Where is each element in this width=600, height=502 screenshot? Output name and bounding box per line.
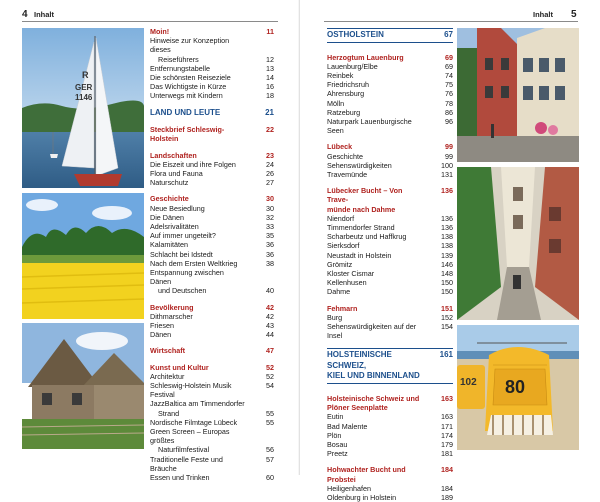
toc-entry-title: Auf immer ungeteilt? — [150, 231, 216, 241]
toc-entry-page: 136 — [441, 222, 453, 232]
toc-entry-title: Friesen — [150, 320, 174, 330]
toc-entry-page: 151 — [441, 303, 453, 313]
toc-gap — [327, 297, 453, 304]
toc-entry-title: OSTHOLSTEIN — [327, 30, 384, 39]
toc-entry-page: 131 — [441, 169, 453, 179]
toc-entry-page: 55 — [266, 408, 274, 418]
toc-entry-page: 57 — [266, 454, 274, 464]
toc-section-heading — [327, 348, 453, 384]
toc-entry-title: LAND UND LEUTE — [150, 107, 221, 117]
toc-entry-page: 99 — [445, 151, 453, 161]
toc-entry — [150, 259, 274, 268]
toc-entry-page: 69 — [445, 61, 453, 71]
toc-gap — [150, 339, 274, 346]
toc-entry-page: 24 — [266, 159, 274, 169]
toc-entry-title: Ratzeburg — [327, 107, 361, 117]
toc-chapter-heading — [150, 151, 274, 160]
toc-entry-title: Flora und Fauna — [150, 168, 203, 178]
toc-entry — [327, 89, 453, 98]
beach-chair-number-right: 80 — [505, 377, 526, 397]
toc-entry-title: Naturfilmfestival — [158, 445, 210, 455]
toc-chapter-heading — [327, 53, 453, 62]
toc-chapter-heading — [150, 194, 274, 203]
toc-right — [327, 27, 453, 502]
toc-entry-page: 40 — [266, 286, 274, 296]
toc-entry-title: Wirtschaft — [150, 346, 186, 356]
toc-entry-page: 161 — [439, 350, 453, 360]
toc-entry-page: 148 — [441, 268, 453, 278]
toc-entry — [327, 108, 453, 117]
toc-entry-title: Hohwachter Bucht und Probstei — [327, 465, 406, 484]
header-rule-right — [324, 21, 578, 22]
toc-entry — [327, 269, 453, 278]
toc-entry-title: Naturschutz — [150, 178, 189, 188]
toc-entry — [150, 381, 274, 399]
toc-entry — [327, 80, 453, 89]
toc-section-heading — [327, 28, 453, 43]
toc-entry — [150, 231, 274, 240]
photo-thatched-house — [22, 323, 144, 449]
toc-entry-title: Timmendorfer Strand — [327, 222, 395, 232]
left-page — [0, 0, 300, 483]
toc-gap — [327, 458, 453, 465]
toc-entry-title: Nordische Filmtage Lübeck — [150, 417, 238, 427]
toc-entry — [327, 412, 453, 421]
photo-old-town-houses — [457, 28, 579, 162]
toc-entry-title: Unterwegs mit Kindern — [150, 91, 223, 101]
toc-entry-page: 42 — [266, 311, 274, 321]
toc-entry-page: 30 — [266, 203, 274, 213]
photo-sailboat — [22, 28, 144, 188]
toc-entry — [150, 36, 274, 54]
toc-entry — [327, 278, 453, 287]
toc-entry-page: 47 — [266, 346, 274, 356]
toc-entry — [150, 286, 274, 295]
toc-entry-title: Landschaften — [150, 150, 197, 160]
toc-entry-page: 181 — [441, 449, 453, 459]
toc-entry-title: Schlacht bei Idstedt — [150, 249, 213, 259]
beach-chair-number-left: 102 — [460, 377, 477, 388]
sail-country: GER — [75, 83, 93, 92]
toc-entry-page: 21 — [265, 107, 274, 117]
toc-entry-page: 12 — [266, 54, 274, 64]
toc-entry-page: 14 — [266, 73, 274, 83]
toc-entry-page: 56 — [266, 445, 274, 455]
toc-entry-page: 42 — [266, 302, 274, 312]
toc-entry-title: Niendorf — [327, 213, 355, 223]
toc-gap — [150, 118, 274, 125]
toc-entry-page: 189 — [441, 492, 453, 502]
toc-entry-title: Travemünde — [327, 169, 368, 179]
toc-entry — [150, 240, 274, 249]
photo-narrow-alley — [457, 167, 579, 320]
toc-entry-title: Bosau — [327, 439, 348, 449]
toc-entry-title: Eutin — [327, 412, 344, 422]
toc-entry-page: 13 — [266, 63, 274, 73]
toc-gap — [150, 144, 274, 151]
toc-entry — [327, 422, 453, 431]
toc-entry — [327, 117, 453, 135]
toc-entry — [150, 399, 274, 408]
toc-entry-page: 139 — [441, 250, 453, 260]
toc-entry-page: 163 — [441, 412, 453, 422]
toc-entry — [327, 287, 453, 296]
toc-entry-title: Burg — [327, 312, 343, 322]
toc-entry — [327, 161, 453, 170]
toc-entry-title: Die Dänen — [150, 212, 184, 222]
toc-entry-page: 174 — [441, 430, 453, 440]
toc-entry-page: 138 — [441, 232, 453, 242]
toc-entry-page: 22 — [266, 125, 274, 135]
sail-number: 1146 — [75, 93, 93, 102]
toc-entry-title: Grömitz — [327, 259, 353, 269]
toc-entry-title: Moin! — [150, 27, 170, 36]
toc-entry-title: Dänen — [150, 330, 172, 340]
toc-entry-page: 184 — [441, 483, 453, 493]
toc-entry-page: 86 — [445, 107, 453, 117]
toc-entry — [327, 449, 453, 458]
toc-entry-page: 171 — [441, 421, 453, 431]
toc-entry-page: 36 — [266, 240, 274, 250]
toc-entry-page: 52 — [266, 371, 274, 381]
toc-entry-page: 99 — [445, 142, 453, 152]
toc-chapter-heading — [150, 363, 274, 372]
toc-entry-page: 152 — [441, 312, 453, 322]
toc-entry — [150, 321, 274, 330]
toc-entry-title: JazzBaltica am Timmendorfer — [150, 399, 245, 409]
toc-entry-title: Oldenburg in Holstein — [327, 492, 397, 502]
running-head-right: Inhalt — [533, 10, 553, 19]
toc-entry-page: 30 — [266, 194, 274, 204]
toc-entry-title: Sehenswürdigkeiten — [327, 160, 392, 170]
toc-entry-title: Heiligenhafen — [327, 483, 371, 493]
toc-entry-title: Herzogtum Lauenburg — [327, 52, 404, 62]
toc-entry — [327, 62, 453, 71]
toc-entry-title: Kloster Cismar — [327, 268, 375, 278]
sail-letter: R — [82, 70, 89, 80]
toc-gap — [327, 340, 453, 347]
toc-entry — [150, 445, 274, 454]
toc-entry-title: Adelsrivalitäten — [150, 221, 199, 231]
toc-entry-title: Architektur — [150, 371, 185, 381]
toc-entry-title: Kunst und Kultur — [150, 362, 209, 372]
toc-entry — [150, 82, 274, 91]
toc-chapter-heading — [327, 304, 453, 313]
header-rule-left — [22, 21, 278, 22]
toc-entry-page: 184 — [441, 465, 453, 475]
toc-entry-page: 27 — [266, 178, 274, 188]
toc-entry-title: Das Wichtigste in Kürze — [150, 82, 227, 92]
toc-gap — [150, 296, 274, 303]
toc-entry — [150, 178, 274, 187]
toc-gap — [327, 135, 453, 142]
toc-entry-title: Die schönsten Reiseziele — [150, 73, 231, 83]
toc-entry-title: und Deutschen — [158, 286, 207, 296]
toc-entry-title: Naturpark Lauenburgische Seen — [327, 116, 412, 136]
toc-chapter-heading — [150, 346, 274, 355]
toc-entry — [150, 427, 274, 445]
toc-entry-page: 67 — [444, 30, 453, 39]
toc-entry — [327, 71, 453, 80]
toc-entry-title: Steckbrief Schleswig-Holstein — [150, 125, 225, 144]
toc-gap — [150, 101, 274, 108]
toc-entry — [150, 473, 274, 482]
toc-entry — [150, 222, 274, 231]
toc-entry-page: 18 — [266, 91, 274, 101]
toc-entry — [327, 170, 453, 179]
toc-entry-title: Holsteinische Schweiz und Plöner Seenplatte — [327, 393, 420, 413]
toc-entry — [327, 493, 453, 502]
toc-entry-page: 136 — [441, 186, 453, 196]
toc-entry — [327, 214, 453, 223]
toc-entry-title: Neustadt in Holstein — [327, 250, 392, 260]
toc-entry-title: Fehmarn — [327, 303, 358, 313]
toc-entry-title: HOLSTEINISCHE SCHWEIZ, KIEL UND BINNENLAND — [327, 350, 420, 381]
toc-entry-page: 74 — [445, 70, 453, 80]
toc-entry-page: 60 — [266, 473, 274, 483]
toc-entry-title: Green Screen – Europas größtes — [150, 427, 230, 446]
toc-entry-page: 54 — [266, 381, 274, 390]
toc-chapter-heading — [150, 125, 274, 143]
toc-entry — [150, 250, 274, 259]
toc-entry-title: Nach dem Ersten Weltkrieg — [150, 258, 238, 268]
toc-entry-page: 150 — [441, 278, 453, 288]
toc-entry-page: 36 — [266, 249, 274, 259]
toc-entry — [327, 241, 453, 250]
toc-entry-page: 35 — [266, 231, 274, 241]
toc-entry-page: 163 — [441, 393, 453, 403]
toc-chapter-heading — [150, 303, 274, 312]
toc-entry — [150, 213, 274, 222]
toc-entry-title: Lübeck — [327, 142, 353, 152]
toc-entry — [327, 152, 453, 161]
page-number-right: 5 — [571, 9, 577, 20]
toc-entry-title: Preetz — [327, 449, 348, 459]
toc-entry-page: 78 — [445, 98, 453, 108]
toc-entry-title: Kellenhusen — [327, 278, 367, 288]
toc-entry-title: Reinbek — [327, 70, 354, 80]
toc-entry — [327, 223, 453, 232]
toc-entry-page: 38 — [266, 258, 274, 268]
toc-entry — [150, 73, 274, 82]
photo-rapeseed-field — [22, 193, 144, 319]
toc-entry-title: Schleswig-Holstein Musik Festival — [150, 381, 232, 400]
toc-entry-page: 96 — [445, 116, 453, 126]
toc-entry — [327, 313, 453, 322]
toc-entry — [327, 484, 453, 493]
toc-entry — [150, 372, 274, 381]
toc-entry — [327, 431, 453, 440]
toc-entry-page: 150 — [441, 287, 453, 297]
toc-entry — [150, 330, 274, 339]
toc-entry — [327, 99, 453, 108]
toc-entry-title: Lauenburg/Elbe — [327, 61, 378, 71]
toc-entry — [150, 55, 274, 64]
toc-entry-title: Dahme — [327, 287, 351, 297]
toc-entry-title: Dithmarscher — [150, 311, 193, 321]
toc-entry-page: 44 — [266, 330, 274, 340]
toc-entry-title: Bad Malente — [327, 421, 368, 431]
toc-entry-title: Lübecker Bucht – Von Trave- münde nach Dahme — [327, 186, 403, 214]
toc-entry-page: 100 — [441, 160, 453, 170]
toc-entry-page: 136 — [441, 213, 453, 223]
toc-entry-title: Ahrensburg — [327, 89, 365, 99]
running-head-left: Inhalt — [34, 10, 54, 19]
toc-entry — [150, 455, 274, 473]
toc-entry-page: 55 — [266, 417, 274, 427]
toc-entry-page: 138 — [441, 241, 453, 251]
toc-left — [150, 27, 274, 482]
toc-entry-page: 32 — [266, 212, 274, 222]
page-number-left: 4 — [22, 9, 28, 20]
toc-entry-title: Plön — [327, 430, 342, 440]
toc-entry-title: Die Eiszeit und ihre Folgen — [150, 159, 236, 169]
toc-entry — [150, 409, 274, 418]
toc-entry — [150, 160, 274, 169]
toc-entry-title: Bevölkerung — [150, 302, 194, 312]
toc-entry-page: 75 — [445, 80, 453, 90]
toc-entry-title: Neue Besiedlung — [150, 203, 205, 213]
toc-gap — [150, 187, 274, 194]
toc-entry-title: Scharbeutz und Haffkrug — [327, 232, 407, 242]
toc-entry-title: Geschichte — [150, 194, 189, 204]
toc-entry — [327, 322, 453, 340]
toc-entry-page: 179 — [441, 439, 453, 449]
toc-gap — [327, 179, 453, 186]
toc-entry-page: 26 — [266, 168, 274, 178]
toc-section-heading — [150, 108, 274, 119]
toc-gap — [150, 356, 274, 363]
toc-entry-title: Sehenswürdigkeiten auf der Insel — [327, 321, 417, 341]
toc-entry — [150, 91, 274, 100]
toc-entry-title: Geschichte — [327, 151, 363, 161]
toc-entry-title: Entfernungstabelle — [150, 63, 210, 73]
toc-entry — [327, 440, 453, 449]
toc-entry-page: 76 — [445, 89, 453, 99]
toc-entry-title: Hinweise zur Konzeption dieses — [150, 36, 230, 55]
toc-entry-page: 16 — [266, 82, 274, 92]
toc-entry-title: Essen und Trinken — [150, 473, 210, 483]
toc-entry — [150, 204, 274, 213]
toc-entry-title: Sierksdorf — [327, 241, 360, 251]
toc-entry — [327, 232, 453, 241]
toc-entry-title: Entspannung zwischen Dänen — [150, 267, 224, 287]
toc-entry-page: 146 — [441, 259, 453, 269]
toc-entry-page: 154 — [441, 321, 453, 331]
toc-entry-title: Friedrichsruh — [327, 80, 369, 90]
toc-entry — [150, 64, 274, 73]
photo-beach-chairs — [457, 325, 579, 450]
toc-entry-title: Reiseführers — [158, 54, 199, 64]
toc-chapter-heading — [327, 186, 453, 214]
toc-entry-page: 33 — [266, 221, 274, 231]
toc-entry-title: Traditionelle Feste und Bräuche — [150, 454, 223, 473]
toc-entry — [327, 260, 453, 269]
toc-entry-page: 43 — [266, 320, 274, 330]
toc-entry-title: Mölln — [327, 98, 345, 108]
toc-entry-page: 11 — [266, 27, 274, 36]
right-page — [300, 0, 600, 502]
toc-chapter-heading — [327, 394, 453, 412]
toc-entry — [327, 251, 453, 260]
toc-entry-page: 52 — [266, 362, 274, 372]
toc-entry — [150, 312, 274, 321]
toc-entry-title: Strand — [158, 408, 180, 418]
toc-chapter-heading — [150, 27, 274, 36]
toc-entry-page: 23 — [266, 150, 274, 160]
toc-entry-page: 69 — [445, 52, 453, 62]
toc-chapter-heading — [327, 142, 453, 151]
toc-entry — [150, 169, 274, 178]
toc-entry — [150, 268, 274, 286]
toc-entry — [150, 418, 274, 427]
toc-gap — [327, 387, 453, 394]
toc-gap — [327, 46, 453, 53]
toc-entry-title: Kalamitäten — [150, 240, 188, 250]
